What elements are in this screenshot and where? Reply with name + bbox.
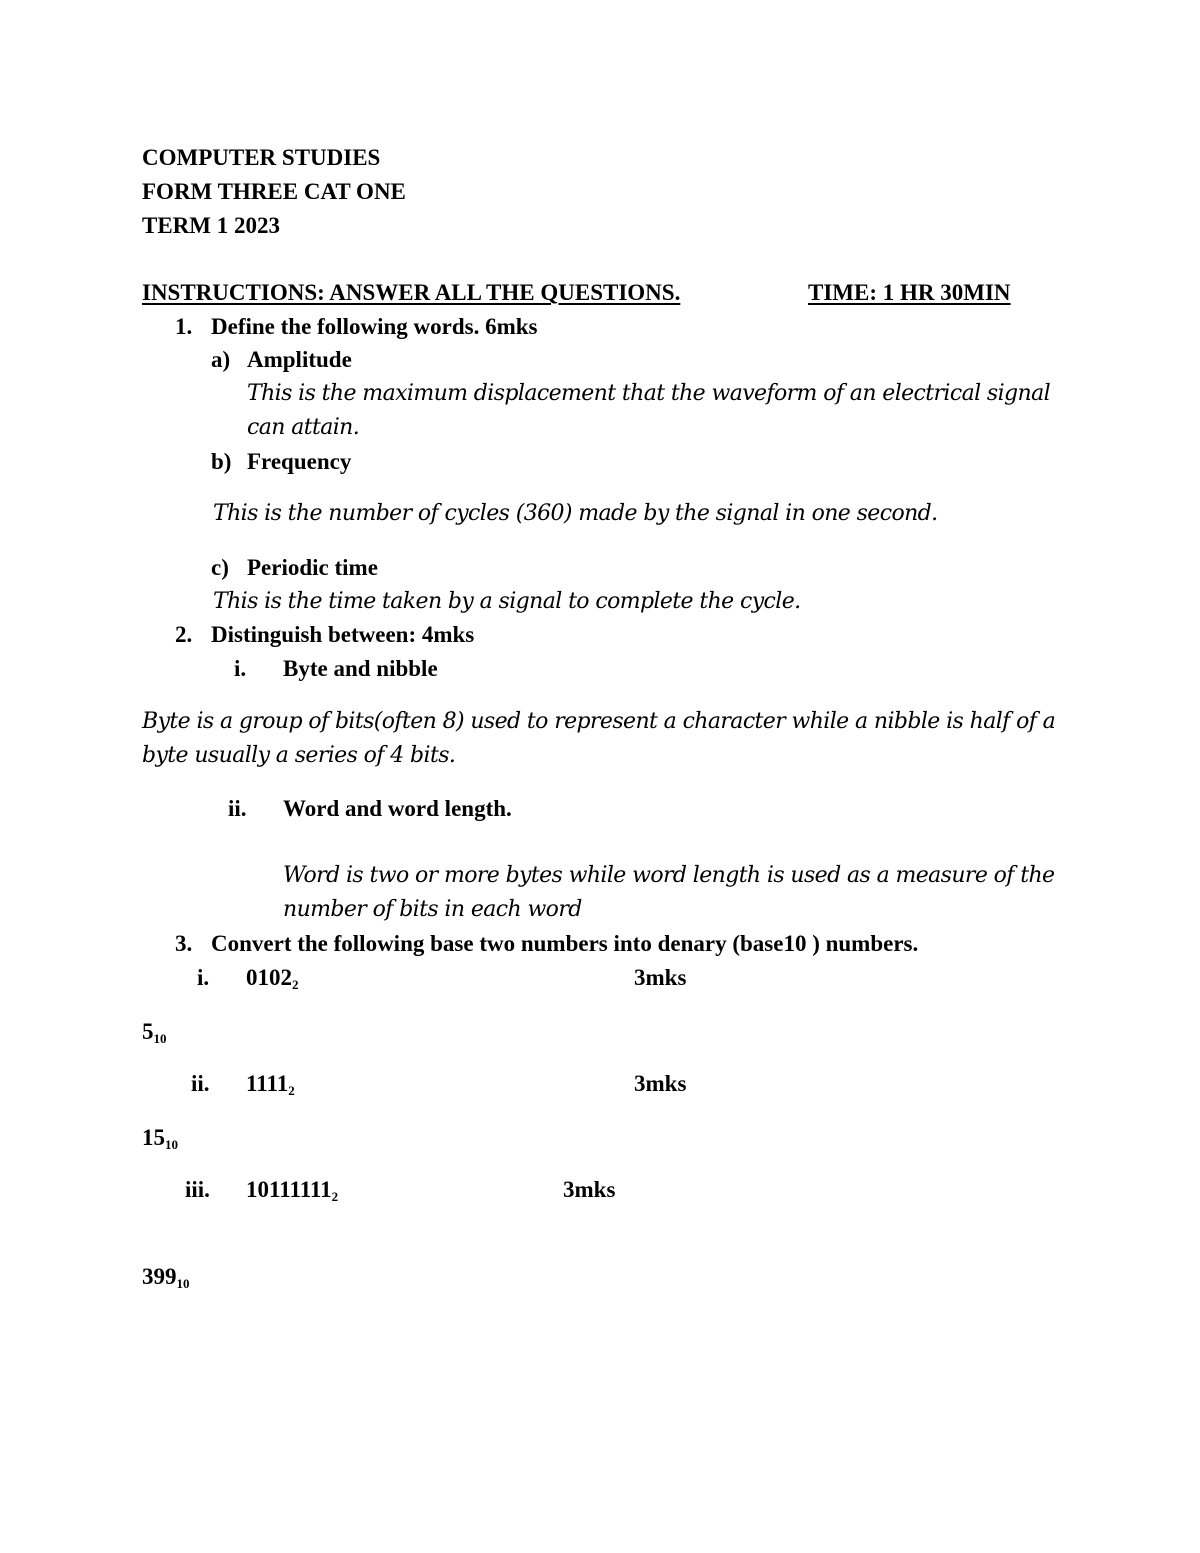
q3ii-number: $1111_2$	[246, 1071, 295, 1098]
instructions-text: INSTRUCTIONS: ANSWER ALL THE QUESTIONS.	[142, 280, 681, 305]
q1a-term: Amplitude	[247, 347, 352, 372]
q3ii-marks: 3mks	[634, 1071, 687, 1096]
q1a-label: a)	[211, 347, 231, 372]
q2i-answer-line-1: Byte is a group of bits(often 8) used to represent a character while a nibble is half of a	[142, 709, 1056, 734]
q2i-term: Byte and nibble	[283, 656, 438, 681]
q2ii-term: Word and word length.	[283, 796, 512, 821]
q3i-number: $0102_2$	[246, 965, 299, 992]
q2-number: 2.	[175, 622, 193, 647]
q1-number: 1.	[175, 314, 193, 339]
q2-text: Distinguish between: 4mks	[211, 622, 475, 647]
q2ii-answer-line-2: number of bits in each word	[283, 897, 582, 922]
q1-text: Define the following words. 6mks	[211, 314, 538, 339]
q1c-term: Periodic time	[247, 555, 378, 580]
q3i-answer: $5_{10}$	[142, 1019, 167, 1046]
q1a-answer-line-1: This is the maximum displacement that the waveform of an electrical signal	[247, 381, 1051, 406]
q2i-label: i.	[234, 656, 247, 681]
q3iii-answer: $399_{10}$	[142, 1264, 190, 1291]
time-allowed: TIME: 1 HR 30MIN	[808, 280, 1011, 305]
q1b-label: b)	[211, 449, 232, 474]
q3-number: 3.	[175, 931, 193, 956]
q3i-label: i.	[197, 965, 210, 990]
q3-text: Convert the following base two numbers into denary (base10 ) numbers.	[211, 931, 919, 956]
exam-title: FORM THREE CAT ONE	[142, 179, 406, 204]
q1c-label: c)	[211, 555, 229, 580]
q3iii-label: iii.	[185, 1177, 210, 1202]
q2ii-label: ii.	[228, 796, 247, 821]
q3i-marks: 3mks	[634, 965, 687, 990]
q1b-answer-line-1: This is the number of cycles (360) made by the signal in one second.	[213, 501, 938, 526]
q2ii-answer-line-1: Word is two or more bytes while word length is used as a measure of the	[283, 863, 1055, 888]
q1a-answer-line-2: can attain.	[247, 415, 360, 440]
q3ii-label: ii.	[191, 1071, 210, 1096]
q3ii-answer: $15_{10}$	[142, 1125, 178, 1152]
q1c-answer-line-1: This is the time taken by a signal to complete the cycle.	[213, 589, 801, 614]
q3iii-number: $10111111_2$	[246, 1177, 339, 1204]
term-title: TERM 1 2023	[142, 213, 280, 238]
q1b-term: Frequency	[247, 449, 352, 474]
q3iii-marks: 3mks	[563, 1177, 616, 1202]
q2i-answer-line-2: byte usually a series of 4 bits.	[142, 743, 456, 768]
subject-title: COMPUTER STUDIES	[142, 145, 381, 170]
